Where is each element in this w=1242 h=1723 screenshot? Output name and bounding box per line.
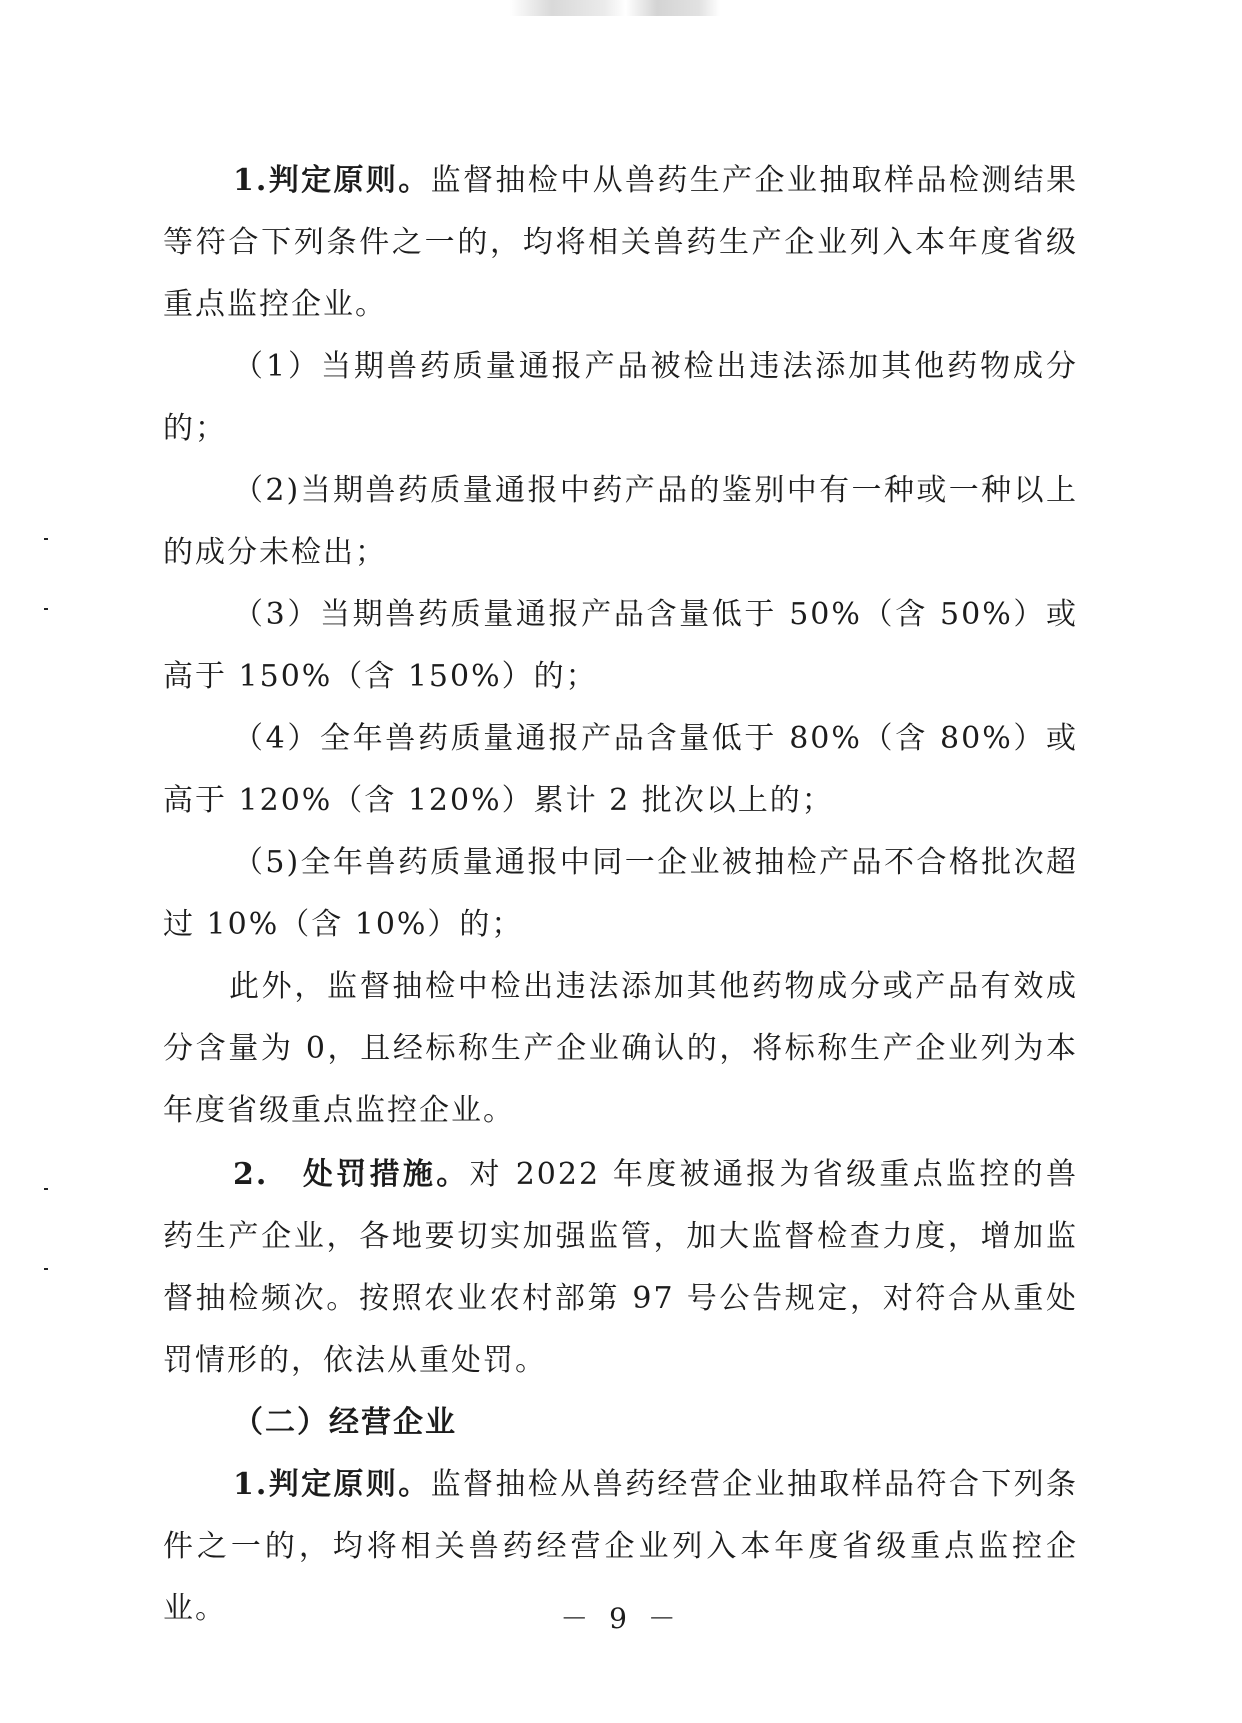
document-body [163,150,1078,1640]
condition-item-4: （4）全年兽药质量通报产品含量低于 80%（含 80%）或高于 120%（含 120%）累计 2 批次以上的； [163,721,1078,818]
condition-item-3: （3）当期兽药质量通报产品含量低于 50%（含 50%）或高于 150%（含 150%）的； [163,597,1078,694]
section-heading-operating-enterprises: （二）经营企业 [233,1405,457,1440]
margin-mark [44,1268,48,1270]
page-number: － 9 － [560,1602,682,1635]
condition-item-5: （5)全年兽药质量通报中同一企业被抽检产品不合格批次超过 10%（含 10%）的； [163,845,1078,942]
paragraph-lead: 2. 处罚措施。 [233,1157,470,1192]
paragraph-penalty [163,1144,1078,1392]
margin-mark [44,1188,48,1190]
condition-item-2: （2)当期兽药质量通报中药产品的鉴别中有一种或一种以上的成分未检出； [163,473,1078,570]
scan-artifact [510,0,720,16]
margin-mark [44,608,48,610]
margin-mark [44,538,48,540]
condition-item-1: （1）当期兽药质量通报产品被检出违法添加其他药物成分的； [163,349,1078,446]
paragraph-lead: 1.判定原则。 [233,163,431,198]
paragraph-lead: 1.判定原则。 [233,1467,431,1502]
paragraph-text: 监督抽检从兽药经营企业抽取样品符合下列条件之一的，均将相关兽药经营企业列入本年度省级重点监控企业。 [163,1467,1078,1626]
paragraph-text: 对 2022 年度被通报为省级重点监控的兽药生产企业，各地要切实加强监管，加大监督检查力度，增加监督抽检频次。按照农业农村部第 97 号公告规定，对符合从重处罚情形的，依法从重处罚。 [163,1157,1078,1378]
paragraph-production-principle [163,150,1078,336]
paragraph-text: 监督抽检中从兽药生产企业抽取样品检测结果等符合下列条件之一的，均将相关兽药生产企业列入本年度省级重点监控企业。 [163,163,1078,322]
paragraph-additional: 此外，监督抽检中检出违法添加其他药物成分或产品有效成分含量为 0，且经标称生产企业确认的，将标称生产企业列为本年度省级重点监控企业。 [163,969,1078,1128]
